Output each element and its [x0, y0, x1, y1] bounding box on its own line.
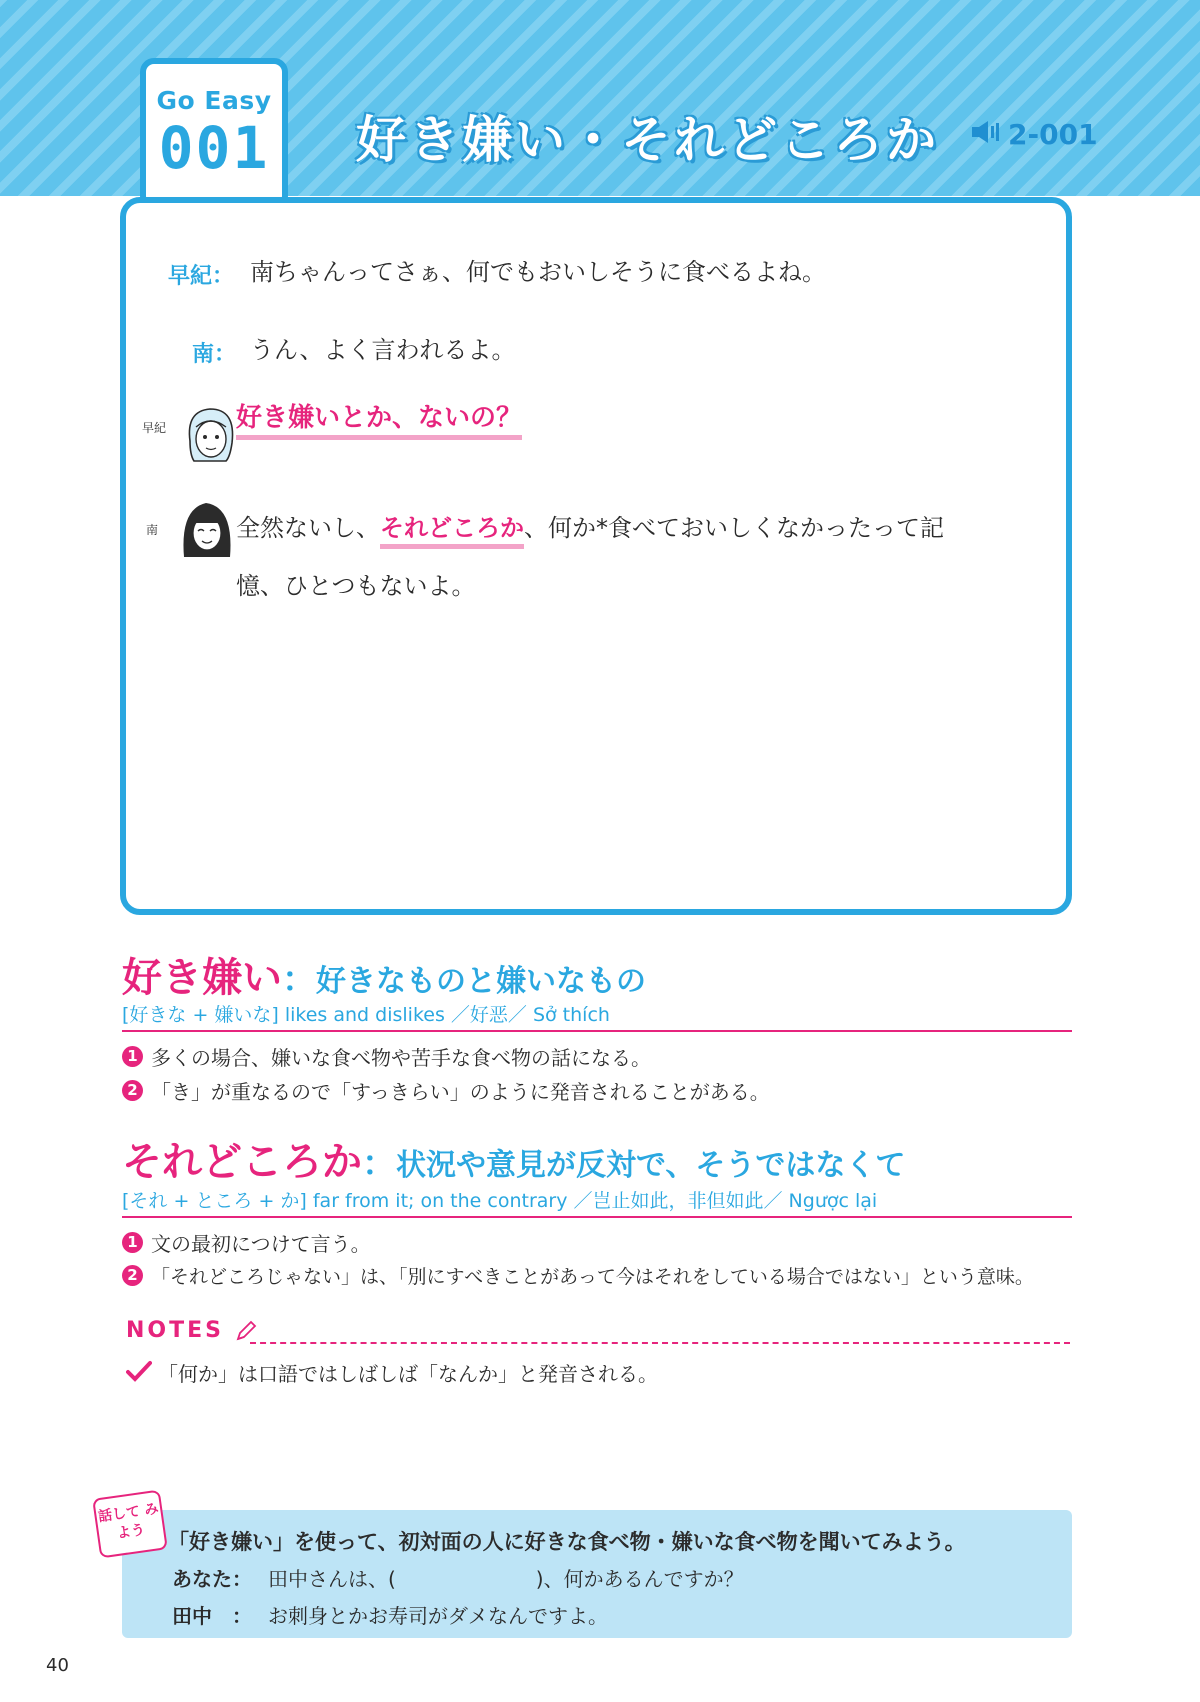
- vocab-2-note-2: 2 「それどころじゃない」は、「別にすべきことがあって今はそれをしている場合ではない」という意味。: [122, 1262, 1034, 1289]
- vocab-2-translation: [それ + ところ + か] far from it; on the contrary ／岂止如此，非但如此／ Ngược lại: [122, 1190, 878, 1212]
- minami-avatar-label: 南: [146, 523, 159, 537]
- brand-label: Go Easy: [156, 86, 272, 115]
- saki-avatar: [180, 401, 240, 473]
- page-title: 好き嫌い・それどころか: [356, 111, 939, 169]
- practice-tag: 話して みよう: [92, 1490, 168, 1559]
- check-icon: [126, 1360, 152, 1386]
- vocab-1-note-1: 1 多くの場合、嫌いな食べ物や苦手な食べ物の話になる。: [122, 1042, 651, 1071]
- vocab-2-term: それどころか: [122, 1139, 362, 1185]
- vocab-2-heading: それどころか：状況や意見が反対で、そうではなくて: [122, 1139, 906, 1185]
- dialogue-line-3: 好き嫌いとか、ないの？: [236, 401, 522, 435]
- minami-avatar: [176, 493, 236, 565]
- vocab-2-divider: [122, 1216, 1072, 1218]
- vocab-2-definition: 状況や意見が反対で、そうではなくて: [396, 1148, 906, 1183]
- highlight-sukikirai: 好き嫌い: [236, 403, 341, 433]
- dialogue-line-1: 南ちゃんってさぁ、何でもおいしそうに食べるよね。: [250, 258, 826, 286]
- vocab-1-note-2: 2 「き」が重なるので「すっきらい」のように発音されることがある。: [122, 1076, 770, 1105]
- page-number: 40: [46, 1655, 69, 1676]
- pencil-icon: [235, 1318, 257, 1343]
- speaker-minami: 南：: [192, 342, 237, 367]
- lesson-badge: [140, 58, 288, 210]
- vocab-1-translation: [好きな + 嫌いな] likes and dislikes ／好恶／ Sở thích: [122, 1004, 610, 1026]
- vocab-1-divider: [122, 1030, 1072, 1032]
- vocab-2-note-1: 1 文の最初につけて言う。: [122, 1228, 371, 1257]
- vocab-1-definition: 好きなものと嫌いなもの: [316, 964, 646, 999]
- dialogue-line-4: 全然ないし、それどころか、何か*食べておいしくなかったって記: [236, 511, 1056, 545]
- audio-track-label: 2-001: [1008, 118, 1098, 151]
- practice-line-you: 田中さんは、( )、何かあるんですか？: [268, 1567, 744, 1591]
- vocab-1-term: 好き嫌い: [122, 955, 282, 1001]
- dialogue-line-2: うん、よく言われるよ。: [250, 336, 516, 364]
- lesson-number: 001: [158, 114, 270, 182]
- practice-question: 「好き嫌い」を使って、初対面の人に好きな食べ物・嫌いな食べ物を聞いてみよう。: [168, 1530, 966, 1554]
- notes-title: NOTES: [126, 1318, 257, 1343]
- speaker-icon: [970, 118, 1002, 151]
- practice-speaker-tanaka: 田中 ：: [172, 1604, 252, 1628]
- practice-line-tanaka: お刺身とかお寿司がダメなんですよ。: [268, 1604, 608, 1628]
- dialogue-box: [120, 197, 1072, 915]
- vocab-1-heading: 好き嫌い：好きなものと嫌いなもの: [122, 955, 646, 1001]
- dialogue-line-4-cont: 憶、ひとつもないよ。: [236, 572, 476, 600]
- practice-speaker-you: あなた：: [172, 1567, 252, 1591]
- audio-track[interactable]: [970, 118, 1098, 151]
- saki-avatar-label: 早紀: [142, 421, 167, 435]
- notes-text: 「何か」は口語ではしばしば「なんか」と発音される。: [158, 1362, 658, 1386]
- highlight-soredokoroka: それどころか: [380, 514, 524, 549]
- speaker-saki: 早紀：: [168, 264, 235, 289]
- notes-divider: [250, 1342, 1070, 1344]
